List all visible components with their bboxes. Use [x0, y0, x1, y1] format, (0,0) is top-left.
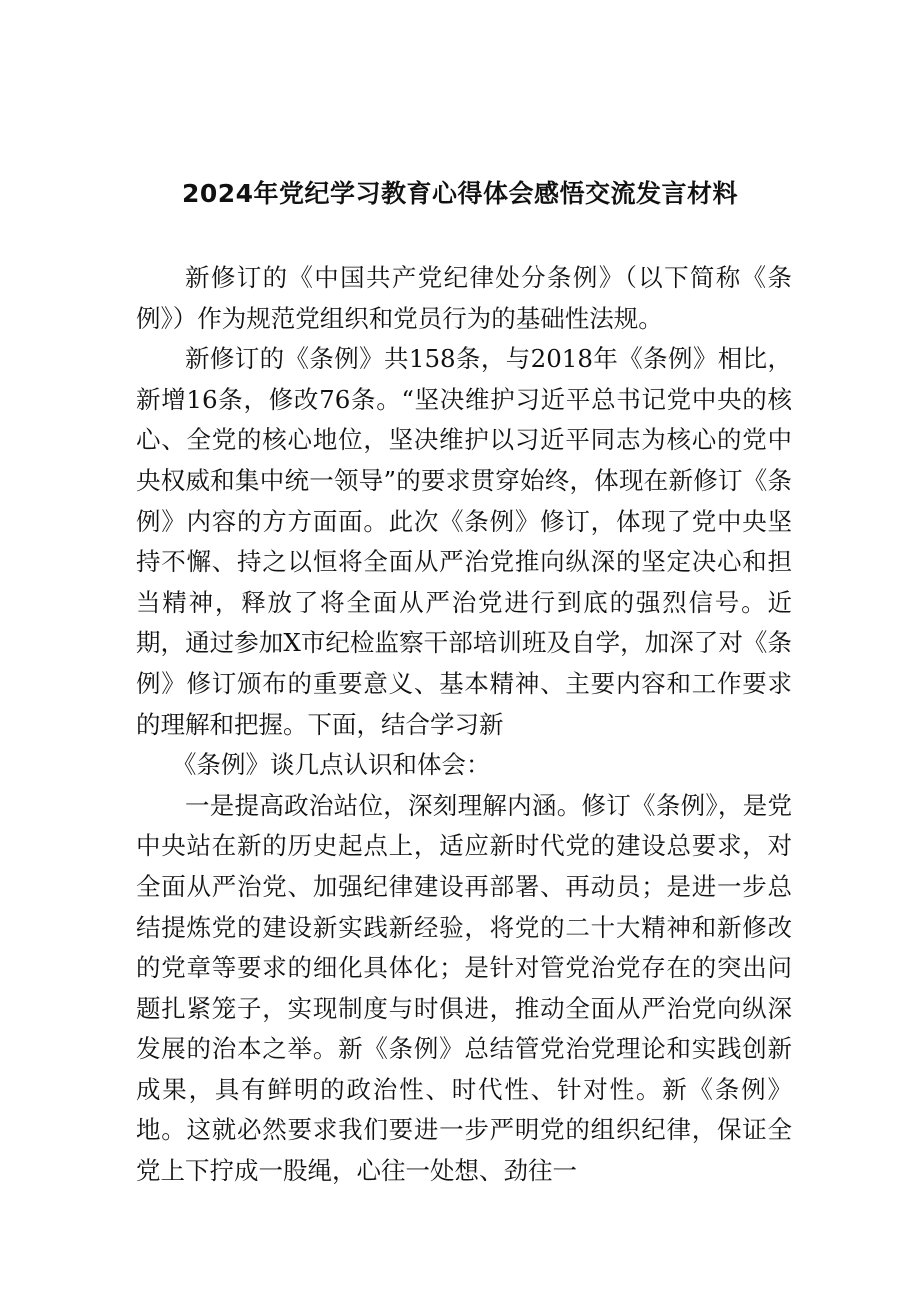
paragraph-intro: 新修订的《中国共产党纪律处分条例》（以下简称《条例》）作为规范党组织和党员行为的基础性法规。 — [136, 263, 792, 333]
paragraph-transition: 《条例》谈几点认识和体会： — [172, 750, 491, 780]
paragraph-revision-summary: 新修订的《条例》共158条，与2018年《条例》相比，新增16条，修改76条。“坚决维护习近平总书记党中央的核心、全党的核心地位，坚决维护以习近平同志为核心的党中央权威和集中统一领导”的要求贯穿始终，体现在新修订《条例》内容的方方面面。此次《条例》修订，体现了党中央坚持不懈、持之以恒将全面从严治党推向纵深的坚定决心和担当精神，释放了将全面从严治党进行到底的强烈信号。近期，通过参加X市纪检监察干部培训班及自学，加深了对《条例》修订颁布的重要意义、基本精神、主要内容和工作要求的理解和把握。下面，结合学习新 — [136, 344, 792, 739]
document-title: 2024年党纪学习教育心得体会感悟交流发言材料 — [181, 179, 739, 208]
document-body — [136, 258, 792, 1192]
paragraph-point-one: 一是提高政治站位，深刻理解内涵。修订《条例》，是党中央站在新的历史起点上，适应新时代党的建设总要求，对全面从严治党、加强纪律建设再部署、再动员；是进一步总结提炼党的建设新实践新经验，将党的二十大精神和新修改的党章等要求的细化具体化；是针对管党治党存在的突出问题扎紧笼子，实现制度与时俱进，推动全面从严治党向纵深发展的治本之举。新《条例》总结管党治党理论和实践创新成果，具有鲜明的政治性、时代性、针对性。新《条例》地。这就必然要求我们要进一步严明党的组织纪律，保证全党上下拧成一股绳，心往一处想、劲往一 — [136, 790, 792, 1186]
